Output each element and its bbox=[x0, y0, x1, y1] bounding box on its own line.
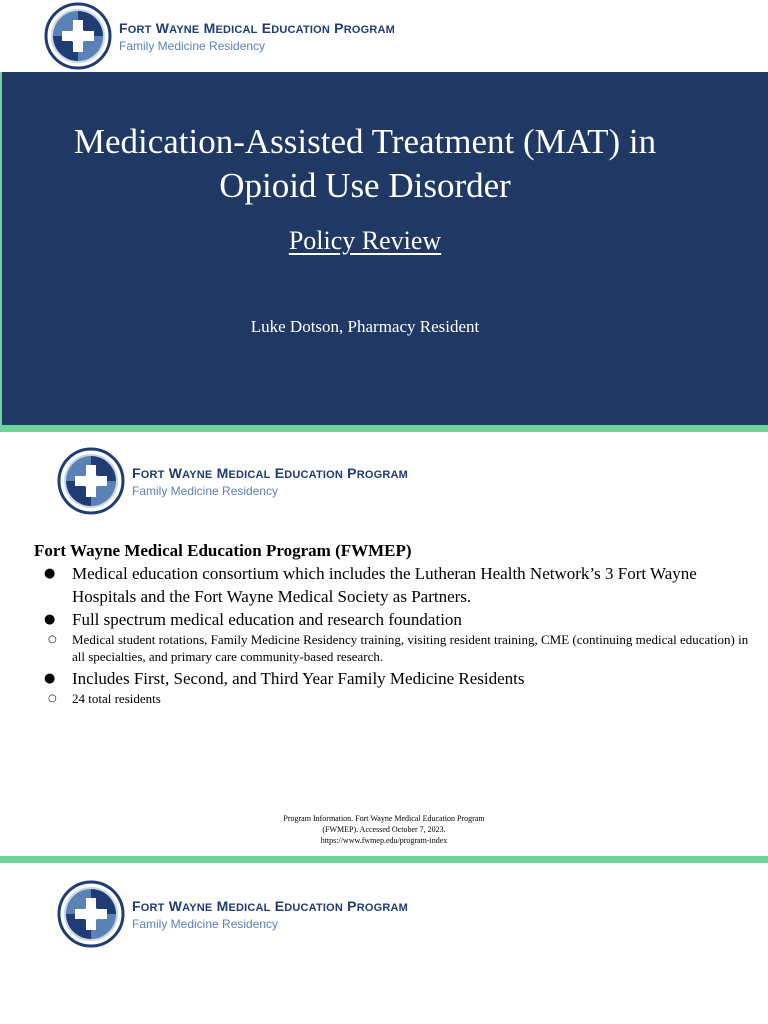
fwmep-emblem-icon bbox=[57, 447, 125, 515]
fwmep-logo bbox=[57, 880, 408, 948]
list-item-text: Includes First, Second, and Third Year Family Medicine Residents bbox=[72, 669, 525, 688]
logo-subtitle: Family Medicine Residency bbox=[132, 483, 279, 498]
sub-list-item bbox=[48, 631, 754, 665]
sub-bullet-list bbox=[48, 631, 754, 665]
logo-title: FORT WAYNE MEDICAL EDUCATION PROGRAM bbox=[132, 464, 409, 481]
list-item bbox=[44, 562, 754, 608]
citation-line: Program Information. Fort Wayne Medical Education Program bbox=[283, 814, 485, 823]
citation bbox=[234, 813, 534, 846]
section-heading: Fort Wayne Medical Education Program (FWMEP) bbox=[34, 541, 412, 560]
bullet-list bbox=[44, 667, 754, 690]
sub-list-item bbox=[48, 690, 754, 707]
title-band bbox=[0, 72, 768, 425]
sub-bullet-list bbox=[48, 690, 754, 707]
fwmep-emblem-icon bbox=[44, 2, 112, 70]
fwmep-emblem-icon bbox=[57, 880, 125, 948]
slide-divider bbox=[0, 856, 768, 863]
sub-list-item-text: Medical student rotations, Family Medicine Residency training, visiting resident training, CME (continuing medical education) in all specialties, and primary care community-based research. bbox=[72, 632, 749, 664]
title-line-1: Medication-Assisted Treatment (MAT) in bbox=[73, 122, 657, 161]
logo-subtitle: Family Medicine Residency bbox=[132, 916, 279, 931]
presentation-title bbox=[0, 120, 730, 208]
list-item-text: Medical education consortium which includes the Lutheran Health Network’s 3 Fort Wayne Hospitals and the Fort Wayne Medical Society as Partners. bbox=[72, 564, 697, 606]
fwmep-logo bbox=[57, 447, 408, 515]
logo-title: FORT WAYNE MEDICAL EDUCATION PROGRAM bbox=[132, 897, 409, 914]
sub-list-item-text: 24 total residents bbox=[72, 691, 161, 706]
slide-content bbox=[34, 540, 754, 709]
fwmep-logo bbox=[44, 2, 395, 70]
logo-title: FORT WAYNE MEDICAL EDUCATION PROGRAM bbox=[119, 19, 396, 36]
list-item bbox=[44, 608, 754, 631]
logo-subtitle: Family Medicine Residency bbox=[119, 38, 266, 53]
slide-divider bbox=[0, 425, 768, 432]
presentation-subtitle: Policy Review bbox=[288, 226, 442, 255]
list-item bbox=[44, 667, 754, 690]
citation-line: (FWMEP). Accessed October 7, 2023. bbox=[322, 825, 446, 834]
list-item-text: Full spectrum medical education and research foundation bbox=[72, 610, 462, 629]
presenter-name: Luke Dotson, Pharmacy Resident bbox=[250, 317, 480, 336]
citation-url: https://www.fwmep.edu/program-index bbox=[320, 836, 448, 845]
bullet-list bbox=[44, 562, 754, 631]
title-line-2: Opioid Use Disorder bbox=[219, 166, 511, 205]
